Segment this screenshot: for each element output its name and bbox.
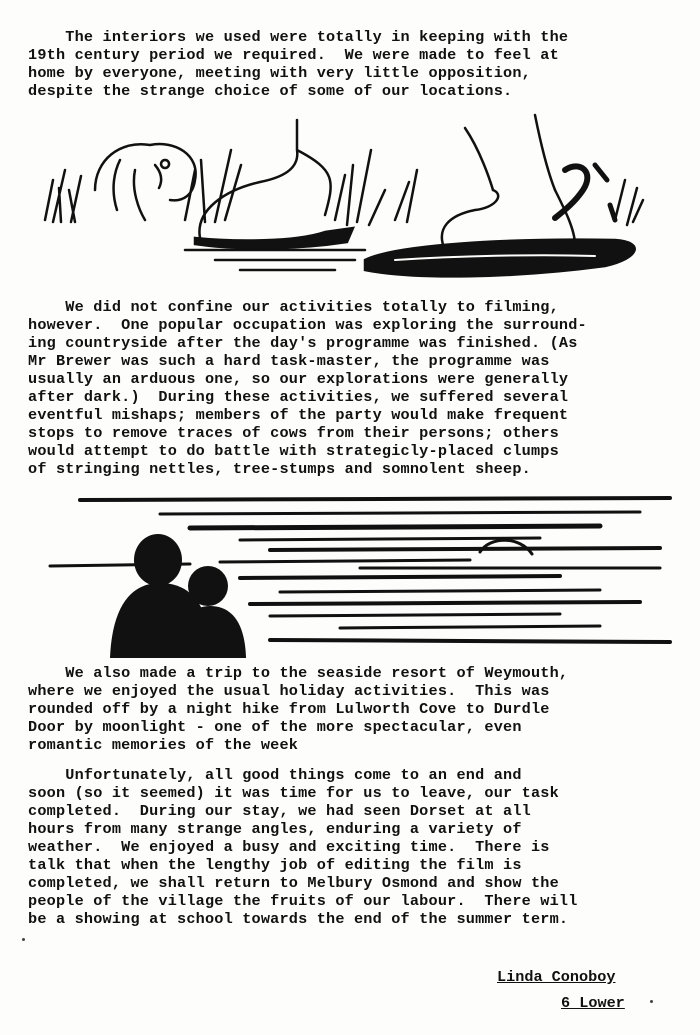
stray-ink-mark: [650, 1000, 653, 1003]
paragraph-conclusion: Unfortunately, all good things come to an end and soon (so it seemed) it was time for us to leave, our task completed. During our stay, we had seen Dorset at all hours from many strange angles, enduring a variety of weather. We enjoyed a busy and exciting time. There is talk that when the lengthy job of editing the film is completed, we shall return to Melbury Osmond and show the people of the village the fruits of our labour. There will be a showing at school towards the end of the summer term.: [28, 766, 578, 928]
paragraph-activities: We did not confine our activities totally to filming, however. One popular occupation was exploring the surround- ing countryside after the day's programme was finished. (As Mr Brewer was such a hard task-master, the programme was usually an arduous one, so our explorations were generally after dark.) During these activities, we suffered several eventful mishaps; members of the party would make frequent stops to remove traces of cows from their persons; others would attempt to do battle with strategicly-placed clumps of stringing nettles, tree-stumps and somnolent sheep.: [28, 298, 587, 478]
paragraph-interiors: The interiors we used were totally in keeping with the 19th century period we required. We were made to feel at home by everyone, meeting with very little opposition, despite the strange choice of some of our locations.: [28, 28, 569, 100]
author-form: 6 Lower: [561, 994, 625, 1012]
author-name: Linda Conoboy: [497, 968, 616, 986]
stray-ink-mark: [22, 938, 25, 941]
paragraph-weymouth: We also made a trip to the seaside resort of Weymouth, where we enjoyed the usual holiday activities. This was rounded off by a night hike from Lulworth Cove to Durdle Door by moonlight - one of the more spectacular, even romantic memories of the week: [28, 664, 569, 754]
sheep-and-boots-drawing: [35, 110, 645, 290]
couple-watching-sunset-drawing: [40, 488, 680, 658]
